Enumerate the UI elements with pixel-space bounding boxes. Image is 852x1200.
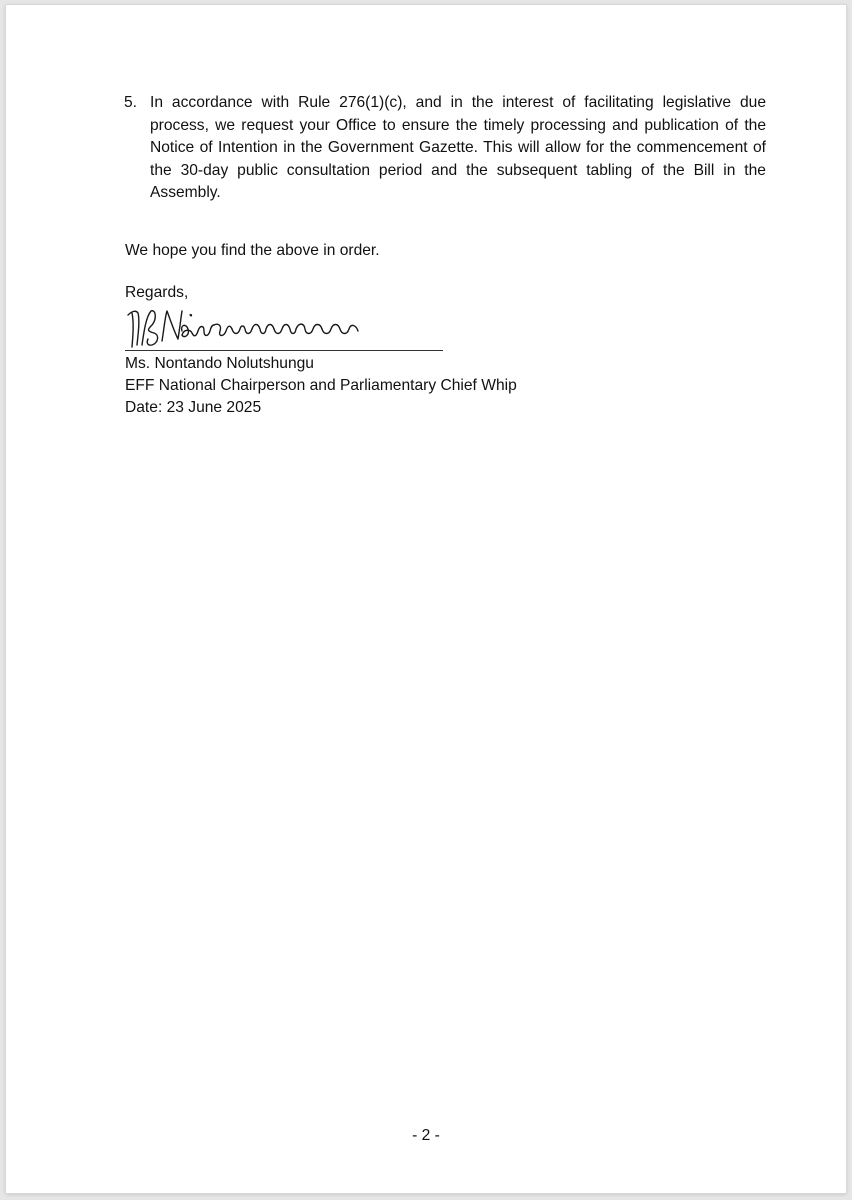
- closing-line: We hope you find the above in order.: [125, 242, 380, 259]
- signatory-title: EFF National Chairperson and Parliamentary Chief Whip: [125, 377, 517, 394]
- signature-date: Date: 23 June 2025: [125, 399, 262, 416]
- document-page: [6, 5, 846, 1193]
- sign-off: Regards,: [125, 284, 189, 301]
- signature-line: [125, 350, 443, 351]
- signatory-name: Ms. Nontando Nolutshungu: [125, 355, 314, 372]
- paragraph-number: 5.: [124, 94, 138, 111]
- page-number: - 2 -: [412, 1127, 440, 1144]
- handwritten-signature: [118, 295, 368, 353]
- paragraph-text: In accordance with Rule 276(1)(c), and in the interest of facilitating legislative due process, we request your Office to ensure the timely processing and publication of the Notice of Intention in the Government Gazette. This will allow for the commencement of the 30-day public consultation period and the subsequent tabling of the Bill in the Assembly.: [150, 94, 766, 201]
- numbered-paragraph: [124, 92, 766, 205]
